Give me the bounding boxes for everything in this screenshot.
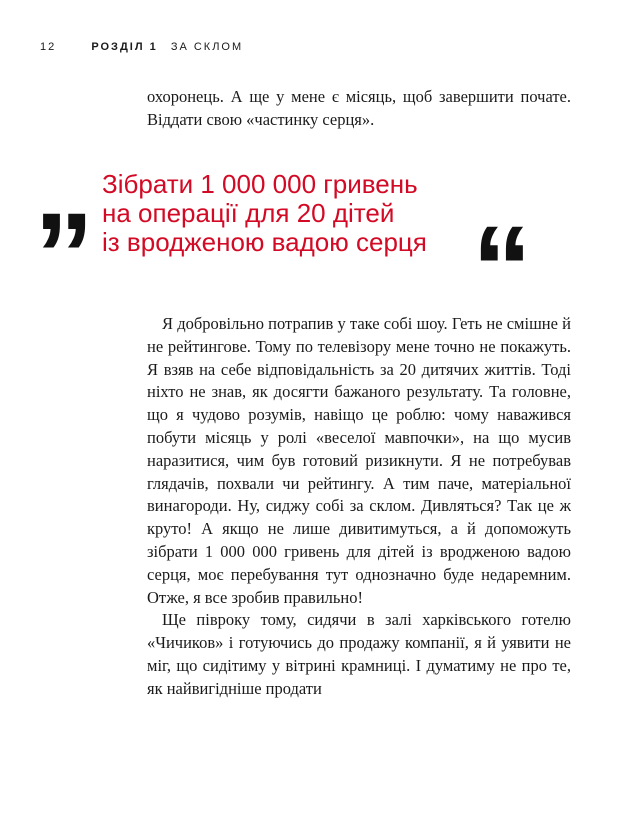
intro-paragraph: охоронець. А ще у мене є місяць, щоб завершити почате. Віддати свою «частинку серця». — [147, 87, 571, 129]
pull-quote-line: із вродженою вадою серця — [102, 227, 427, 257]
page-number: 12 — [40, 41, 57, 53]
body-paragraph: Ще півроку тому, сидячи в залі харківського готелю «Чичиков» і готуючись до продажу компанії, я й уявити не міг, що сидітиму у вітрині крамниці. І думатиму не про те, як найвигідніше продати — [147, 610, 571, 698]
chapter-label: РОЗДІЛ 1 — [91, 41, 158, 53]
closing-quote-icon: “ — [472, 201, 532, 335]
section-title: ЗА СКЛОМ — [170, 41, 244, 53]
pull-quote-line: на операції для 20 дітей — [102, 198, 395, 228]
pull-quote — [102, 170, 482, 257]
opening-quote-icon: „ — [34, 121, 94, 255]
pull-quote-line: Зібрати 1 000 000 гривень — [102, 169, 418, 199]
running-head — [40, 41, 243, 53]
body-text — [147, 313, 571, 701]
body-paragraph: Я добровільно потрапив у таке собі шоу. Геть не смішне й не рейтингове. Тому по телевізору мене точно не покажуть. Я взяв на себе відповідальність за 20 дитячих життів. Тоді ніхто не знав, як досягти бажаного результату. Та головне, що я чудово розумів, навіщо це роблю: чому наважився побути місяць у ролі «веселої мавпочки», на що мусив наразитися, чим був готовий ризикнути. Я не потребував глядачів, похвали чи рейтингу. А тим паче, матеріальної винагороди. Ну, сиджу собі за склом. Дивляться? Так це ж круто! А якщо не лише дивитимуться, а й допоможуть зібрати 1 000 000 гривень для дітей із вродженою вадою серця, моє перебування тут однозначно буде недаремним. Отже, я все зробив правильно! — [147, 314, 571, 607]
